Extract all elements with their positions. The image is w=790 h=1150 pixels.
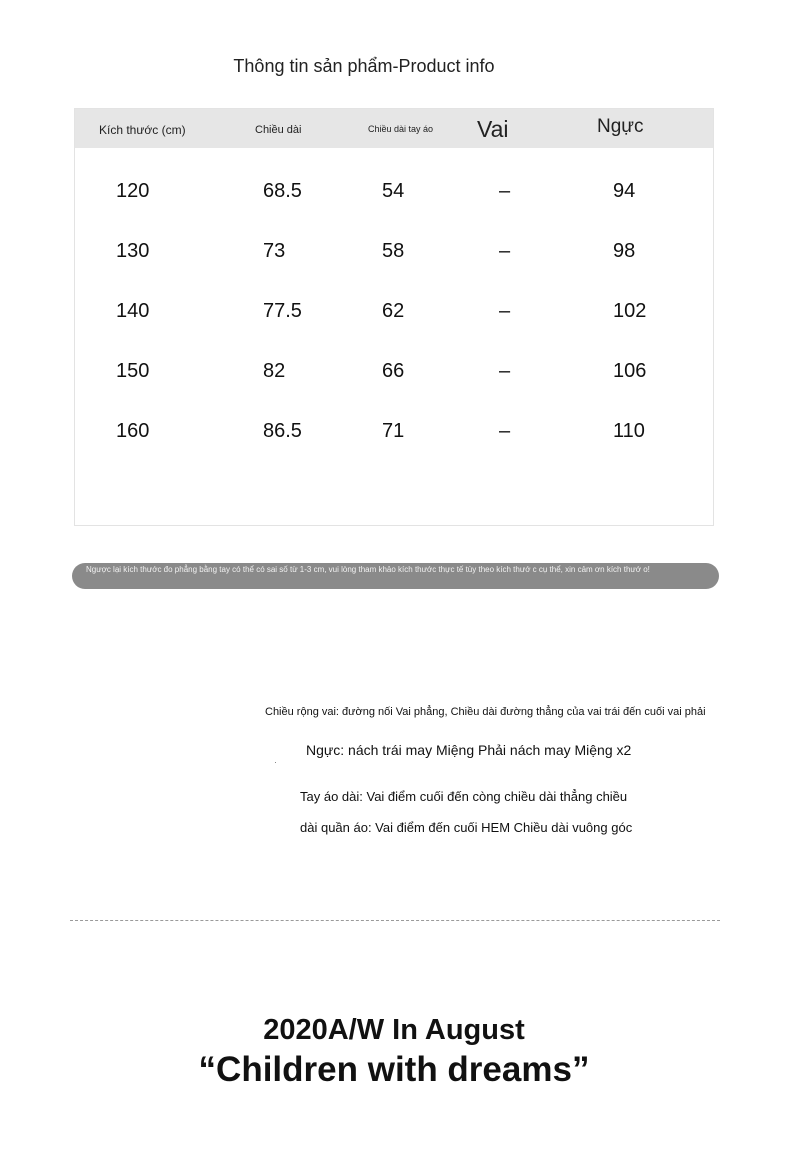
cell-chest: 102 <box>613 300 647 322</box>
cell-sleeve: 54 <box>382 180 405 202</box>
cell-sleeve: 66 <box>382 360 405 382</box>
table-row <box>75 420 713 460</box>
cell-length: 68.5 <box>263 180 302 202</box>
headline-slogan: “Children with dreams” <box>198 1050 590 1089</box>
cell-size: 140 <box>116 300 150 322</box>
header-shoulder: Vai <box>477 116 509 142</box>
measurement-note: Ngược lại kích thước đo phẳng bằng tay có thể có sai số từ 1-3 cm, vui lòng tham khảo kích thước thực tế tùy theo kích thướ c cụ thể, xin cảm ơn kích thướ o! <box>86 565 650 574</box>
cell-length: 73 <box>263 240 286 262</box>
size-table <box>74 108 714 526</box>
table-row <box>75 240 713 280</box>
table-row <box>75 300 713 340</box>
table-row <box>75 180 713 220</box>
shoulder-description: Chiều rộng vai: đường nối Vai phẳng, Chiều dài đường thẳng của vai trái đến cuối vai phải <box>265 706 706 718</box>
cell-shoulder: – <box>499 300 511 322</box>
marker-dot <box>275 762 276 763</box>
chest-description: Ngực: nách trái may Miệng Phải nách may Miệng x2 <box>306 742 632 758</box>
cell-shoulder: – <box>499 240 511 262</box>
cell-shoulder: – <box>499 360 511 382</box>
cell-length: 77.5 <box>263 300 302 322</box>
cell-size: 130 <box>116 240 150 262</box>
cell-size: 160 <box>116 420 150 442</box>
sleeve-description: Tay áo dài: Vai điểm cuối đến còng chiều dài thẳng chiều <box>300 789 628 804</box>
header-chest: Ngực <box>597 116 644 137</box>
cell-chest: 110 <box>613 420 645 442</box>
cell-length: 82 <box>263 360 286 382</box>
cell-sleeve: 71 <box>382 420 405 442</box>
cell-shoulder: – <box>499 180 511 202</box>
cell-size: 120 <box>116 180 150 202</box>
header-length: Chiều dài <box>255 124 302 136</box>
page-title: Thông tin sản phẩm-Product info <box>233 56 495 76</box>
header-size: Kích thước (cm) <box>99 123 186 137</box>
cell-chest: 106 <box>613 360 647 382</box>
cell-sleeve: 62 <box>382 300 405 322</box>
length-description: dài quần áo: Vai điểm đến cuối HEM Chiều dài vuông góc <box>300 820 633 835</box>
cell-chest: 98 <box>613 240 636 262</box>
dashed-divider <box>70 920 720 921</box>
cell-sleeve: 58 <box>382 240 405 262</box>
table-header <box>75 109 713 148</box>
measurement-note-bar <box>72 563 719 589</box>
cell-length: 86.5 <box>263 420 302 442</box>
cell-shoulder: – <box>499 420 511 442</box>
cell-size: 150 <box>116 360 150 382</box>
cell-chest: 94 <box>613 180 636 202</box>
header-sleeve-length: Chiều dài tay áo <box>368 124 434 134</box>
headline-season: 2020A/W In August <box>263 1014 525 1046</box>
table-row <box>75 360 713 400</box>
